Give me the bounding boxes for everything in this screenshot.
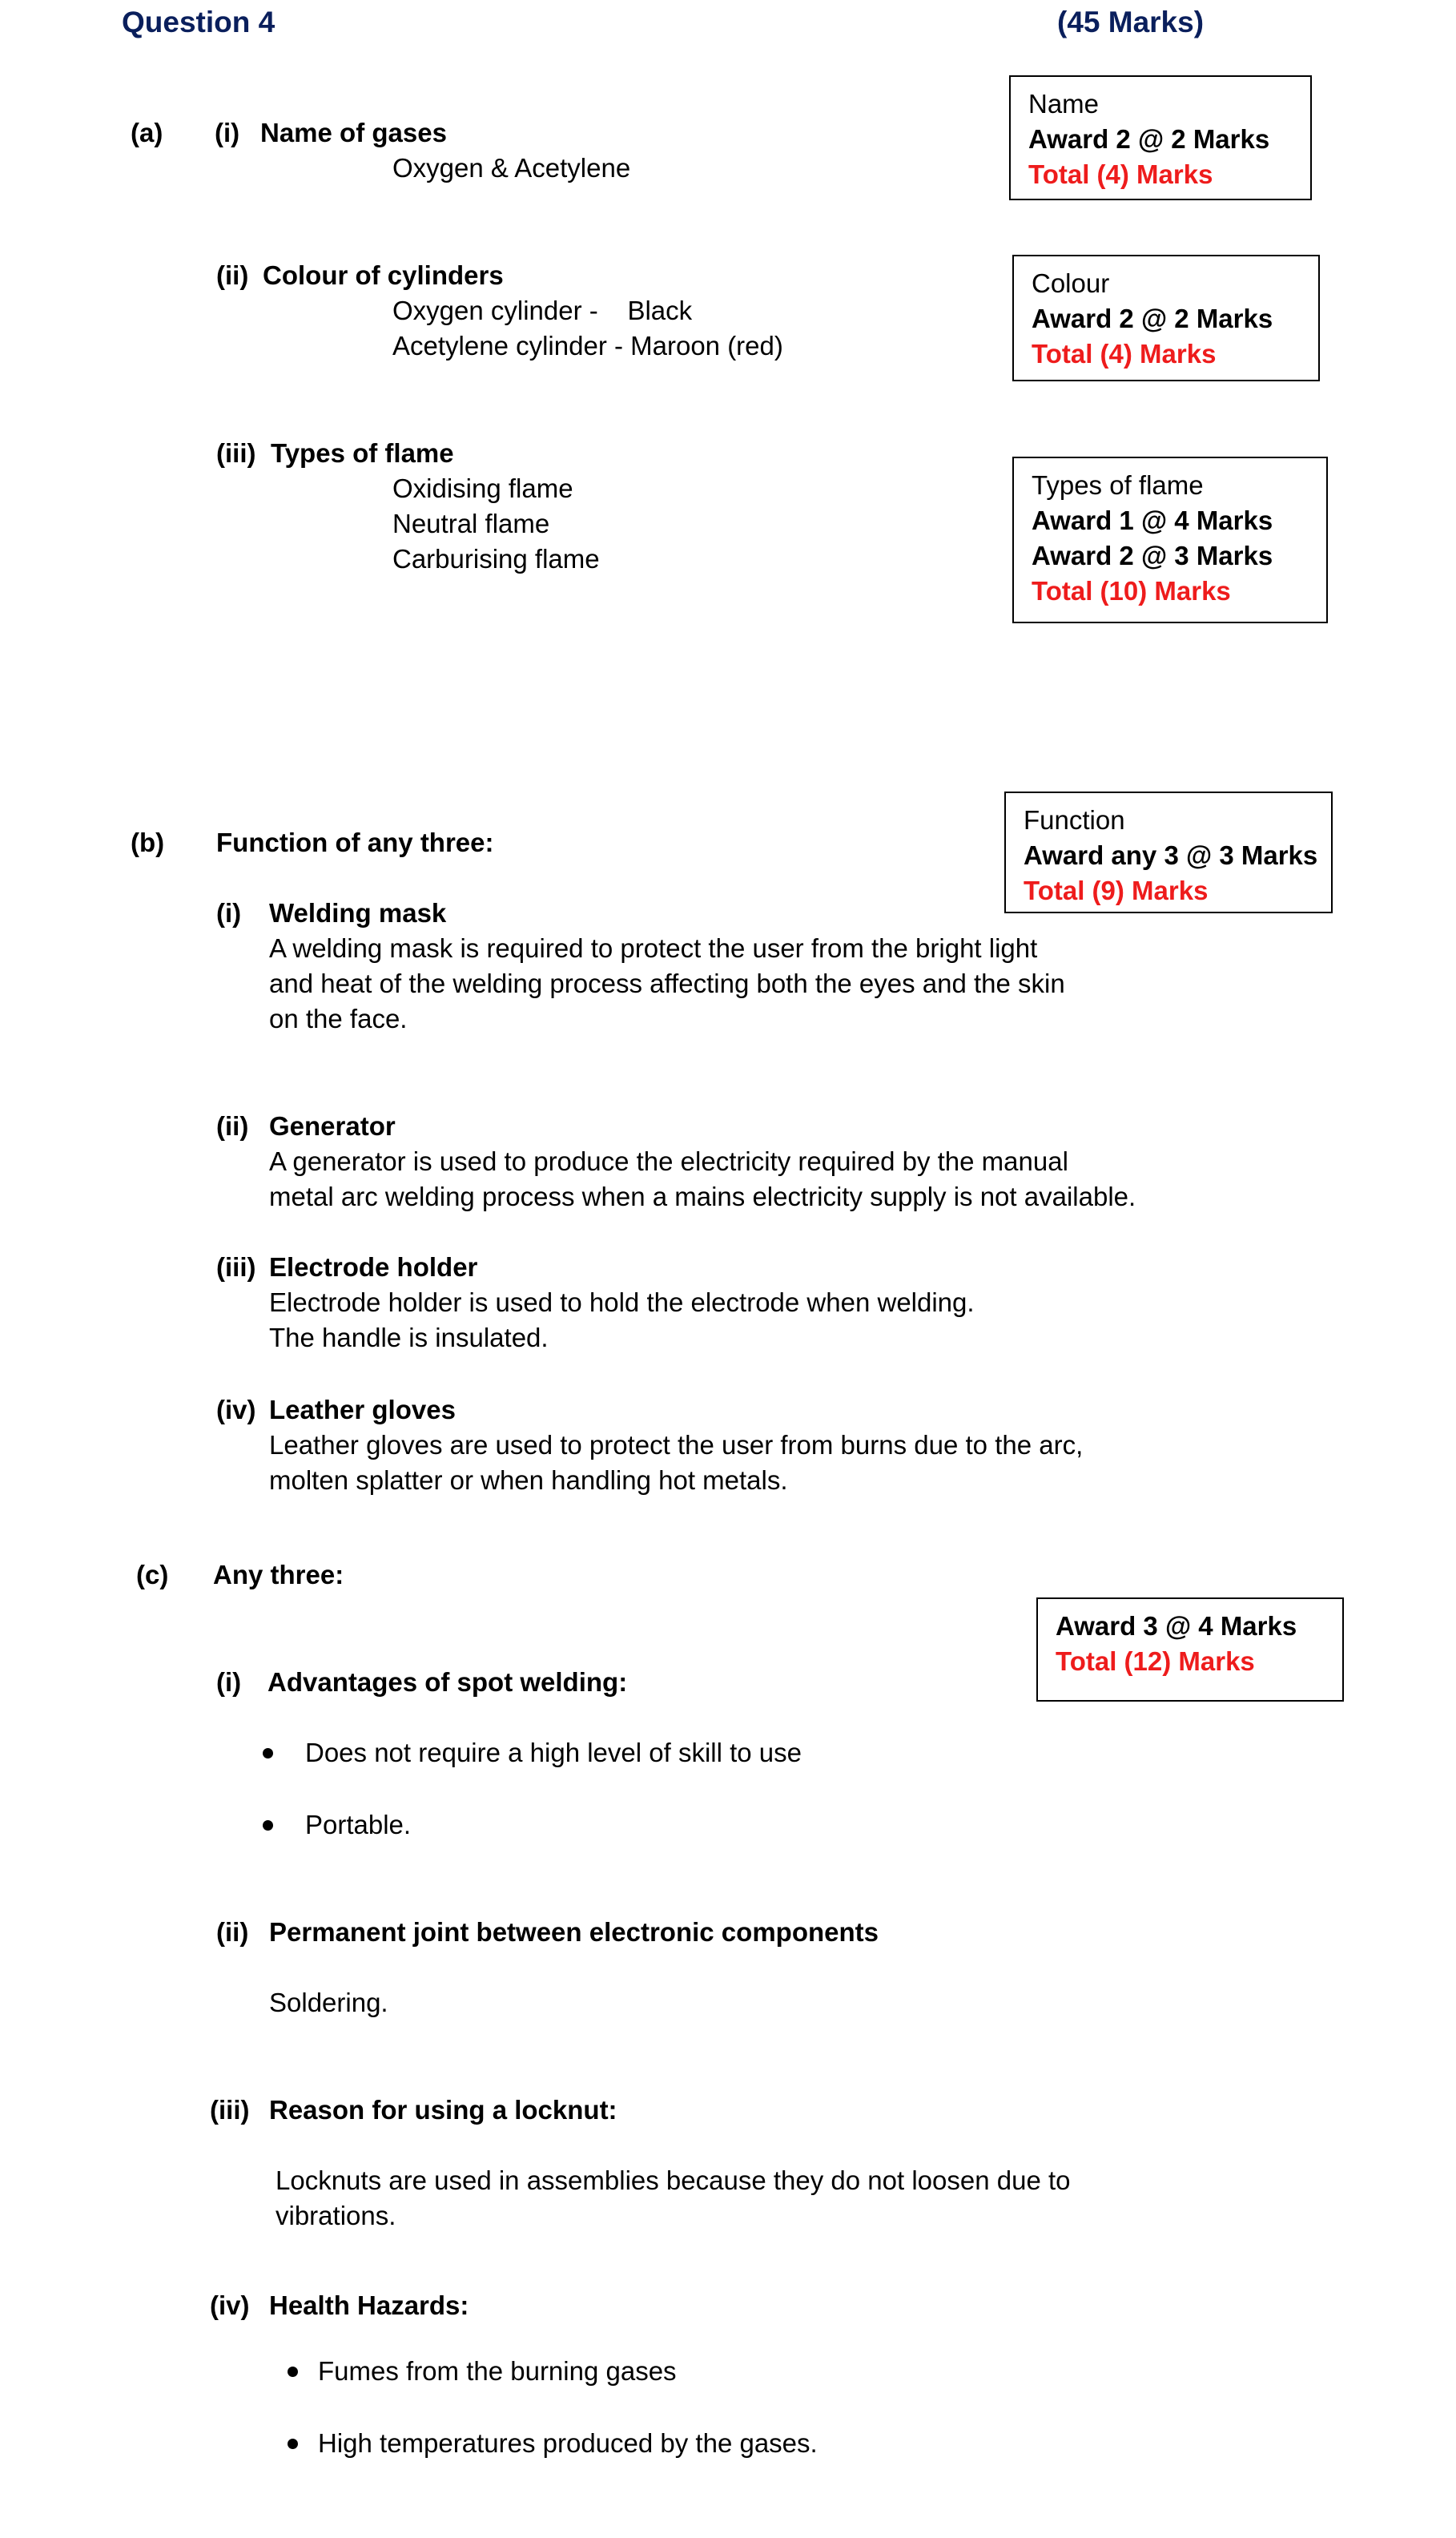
b-iv-line: molten splatter or when handling hot metals. [269, 1465, 788, 1495]
b-i-title: Welding mask [269, 898, 447, 928]
flame-item: Neutral flame [392, 509, 550, 538]
box-award: Award 3 @ 4 Marks [1056, 1611, 1297, 1641]
name-marks-box [1009, 75, 1312, 200]
box-award: Award any 3 @ 3 Marks [1024, 840, 1318, 870]
c-title: Any three: [213, 1560, 344, 1589]
part-a-label: (a) [131, 118, 163, 147]
bullet-icon [263, 1748, 273, 1758]
part-c-label: (c) [136, 1560, 169, 1589]
c-i-bullet: Portable. [305, 1810, 412, 1839]
box-award: Award 2 @ 2 Marks [1028, 124, 1270, 154]
b-ii-title: Generator [269, 1111, 396, 1141]
question-title: Question 4 [122, 6, 276, 38]
b-ii-line: metal arc welding process when a mains electricity supply is not available. [269, 1182, 1136, 1211]
c-iv-num: (iv) [210, 2290, 250, 2320]
c-iii-line: Locknuts are used in assemblies because they do not loosen due to [276, 2165, 1071, 2195]
c-iii-num: (iii) [210, 2095, 250, 2125]
a-iii-num: (iii) [216, 438, 256, 468]
b-title: Function of any three: [216, 828, 494, 857]
b-iii-line: Electrode holder is used to hold the electrode when welding. [269, 1287, 975, 1317]
c-i-bullet: Does not require a high level of skill to use [305, 1738, 802, 1767]
b-iv-line: Leather gloves are used to protect the user from burns due to the arc, [269, 1430, 1084, 1460]
b-ii-num: (ii) [216, 1111, 249, 1141]
c-iv-bullet: Fumes from the burning gases [318, 2356, 677, 2386]
c-iv-bullet: High temperatures produced by the gases. [318, 2428, 818, 2458]
box-total: Total (4) Marks [1028, 159, 1213, 189]
c-i-title: Advantages of spot welding: [267, 1667, 628, 1697]
b-i-line: on the face. [269, 1004, 408, 1033]
box-total: Total (12) Marks [1056, 1646, 1255, 1676]
total-marks: (45 Marks) [1057, 6, 1205, 38]
box-award: Award 2 @ 3 Marks [1032, 541, 1273, 570]
a-i-num: (i) [215, 118, 240, 147]
bullet-icon [288, 2439, 298, 2449]
flame-marks-box [1012, 457, 1328, 623]
b-ii-line: A generator is used to produce the electricity required by the manual [269, 1146, 1068, 1176]
b-iii-title: Electrode holder [269, 1252, 478, 1282]
c-i-num: (i) [216, 1667, 242, 1697]
c-ii-answer: Soldering. [269, 1988, 388, 2017]
a-ii-num: (ii) [216, 260, 249, 290]
c-ii-title: Permanent joint between electronic components [269, 1917, 879, 1947]
b-i-num: (i) [216, 898, 242, 928]
function-marks-box [1004, 792, 1333, 913]
bullet-icon [263, 1820, 273, 1831]
c-ii-num: (ii) [216, 1917, 249, 1947]
a-ii-line1: Oxygen cylinder - Black [392, 296, 693, 325]
box-title: Colour [1032, 268, 1110, 298]
colour-marks-box [1012, 255, 1320, 381]
b-i-line: A welding mask is required to protect the user from the bright light [269, 933, 1038, 963]
c-iii-title: Reason for using a locknut: [269, 2095, 617, 2125]
b-iv-num: (iv) [216, 1395, 256, 1424]
a-iii-title: Types of flame [271, 438, 454, 468]
a-i-answer: Oxygen & Acetylene [392, 153, 631, 183]
b-iii-num: (iii) [216, 1252, 256, 1282]
flame-item: Carburising flame [392, 544, 600, 574]
bullet-icon [288, 2367, 298, 2377]
box-title: Types of flame [1032, 470, 1204, 500]
part-b-label: (b) [131, 828, 165, 857]
box-award: Award 2 @ 2 Marks [1032, 304, 1273, 333]
a-ii-line2: Acetylene cylinder - Maroon (red) [392, 331, 783, 361]
b-i-line: and heat of the welding process affecting both the eyes and the skin [269, 969, 1065, 998]
c-iv-title: Health Hazards: [269, 2290, 469, 2320]
b-iii-line: The handle is insulated. [269, 1323, 549, 1352]
a-ii-title: Colour of cylinders [263, 260, 504, 290]
box-award: Award 1 @ 4 Marks [1032, 506, 1273, 535]
flame-item: Oxidising flame [392, 473, 573, 503]
box-title: Name [1028, 89, 1100, 119]
box-title: Function [1024, 805, 1125, 835]
box-total: Total (4) Marks [1032, 339, 1217, 369]
box-total: Total (9) Marks [1024, 876, 1209, 905]
box-total: Total (10) Marks [1032, 576, 1231, 606]
a-i-title: Name of gases [260, 118, 447, 147]
any-three-marks-box [1036, 1597, 1344, 1702]
c-iii-line: vibrations. [276, 2201, 396, 2230]
b-iv-title: Leather gloves [269, 1395, 456, 1424]
